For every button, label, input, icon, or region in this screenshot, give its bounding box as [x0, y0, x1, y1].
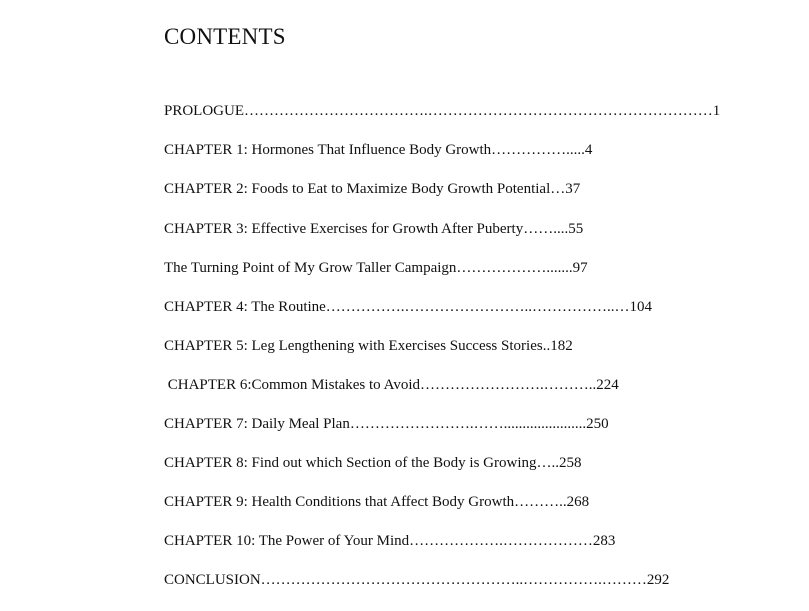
- toc-entry-chapter-5: CHAPTER 5: Leg Lengthening with Exercises Success Stories..182: [164, 338, 573, 354]
- toc-entry-chapter-6: CHAPTER 6:Common Mistakes to Avoid…………………….………..224: [164, 377, 619, 393]
- toc-entry-chapter-1: CHAPTER 1: Hormones That Influence Body Growth…………….....4: [164, 142, 593, 158]
- toc-entry-chapter-10: CHAPTER 10: The Power of Your Mind……………….………………283: [164, 533, 616, 549]
- toc-entry-chapter-7: CHAPTER 7: Daily Meal Plan…………………….……......................250: [164, 416, 609, 432]
- toc-entry-chapter-4: CHAPTER 4: The Routine…………….……………………..……………..…104: [164, 299, 653, 315]
- toc-entry-turning-point: The Turning Point of My Grow Taller Campaign……………….......97: [164, 260, 588, 276]
- toc-entry-chapter-2: CHAPTER 2: Foods to Eat to Maximize Body Growth Potential…37: [164, 181, 581, 197]
- toc-entry-prologue: PROLOGUE……………………………….…………………………………………………1: [164, 103, 721, 119]
- toc-entry-conclusion: CONCLUSION……………………………………………..…………….………292: [164, 572, 670, 588]
- toc-entry-chapter-3: CHAPTER 3: Effective Exercises for Growth After Puberty……....55: [164, 221, 584, 237]
- toc-entry-chapter-8: CHAPTER 8: Find out which Section of the Body is Growing…..258: [164, 455, 582, 471]
- toc-entry-chapter-9: CHAPTER 9: Health Conditions that Affect Body Growth………..268: [164, 494, 590, 510]
- contents-heading: CONTENTS: [164, 24, 286, 49]
